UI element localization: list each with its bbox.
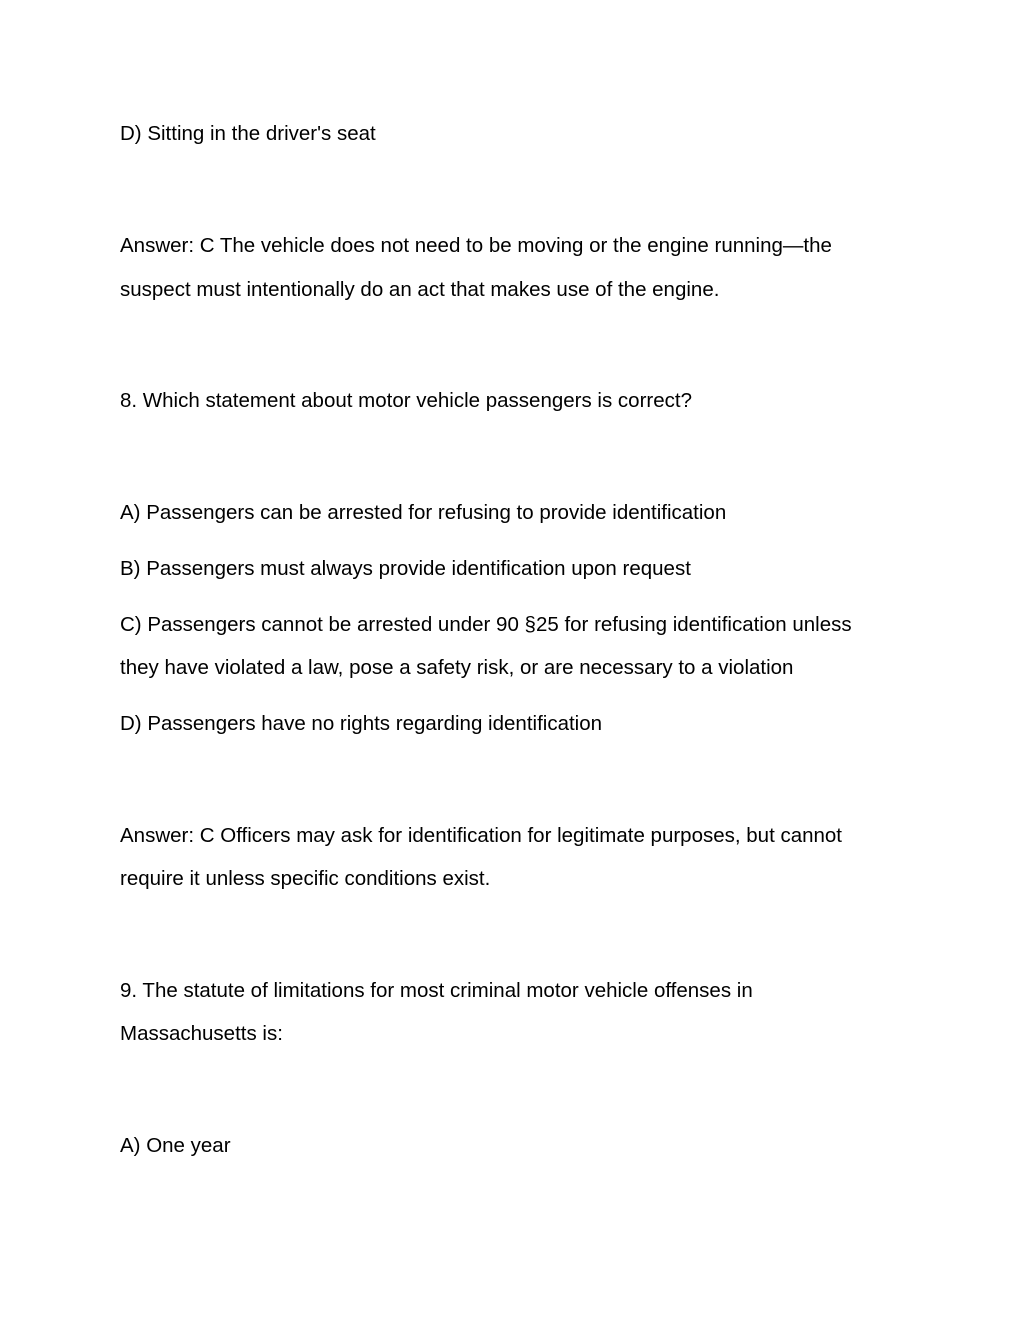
q9-option-a: A) One year [120, 1134, 231, 1157]
q9-question-line-1: 9. The statute of limitations for most criminal motor vehicle offenses in [120, 979, 753, 1002]
q7-answer-line-1: Answer: C The vehicle does not need to be moving or the engine running—the [120, 234, 832, 257]
q8-option-a: A) Passengers can be arrested for refusing to provide identification [120, 501, 727, 524]
q7-option-d: D) Sitting in the driver's seat [120, 122, 376, 145]
q8-option-c-line-2: they have violated a law, pose a safety risk, or are necessary to a violation [120, 656, 794, 679]
q8-option-d: D) Passengers have no rights regarding identification [120, 712, 603, 735]
q8-option-c-line-1: C) Passengers cannot be arrested under 90 §25 for refusing identification unless [120, 613, 852, 636]
q9-question-line-2: Massachusetts is: [120, 1022, 283, 1045]
q8-question: 8. Which statement about motor vehicle passengers is correct? [120, 389, 692, 412]
q8-option-b: B) Passengers must always provide identification upon request [120, 557, 691, 580]
q7-answer-line-2: suspect must intentionally do an act that makes use of the engine. [120, 278, 720, 301]
q8-answer-line-2: require it unless specific conditions exist. [120, 867, 491, 890]
q8-answer-line-1: Answer: C Officers may ask for identification for legitimate purposes, but cannot [120, 824, 843, 847]
